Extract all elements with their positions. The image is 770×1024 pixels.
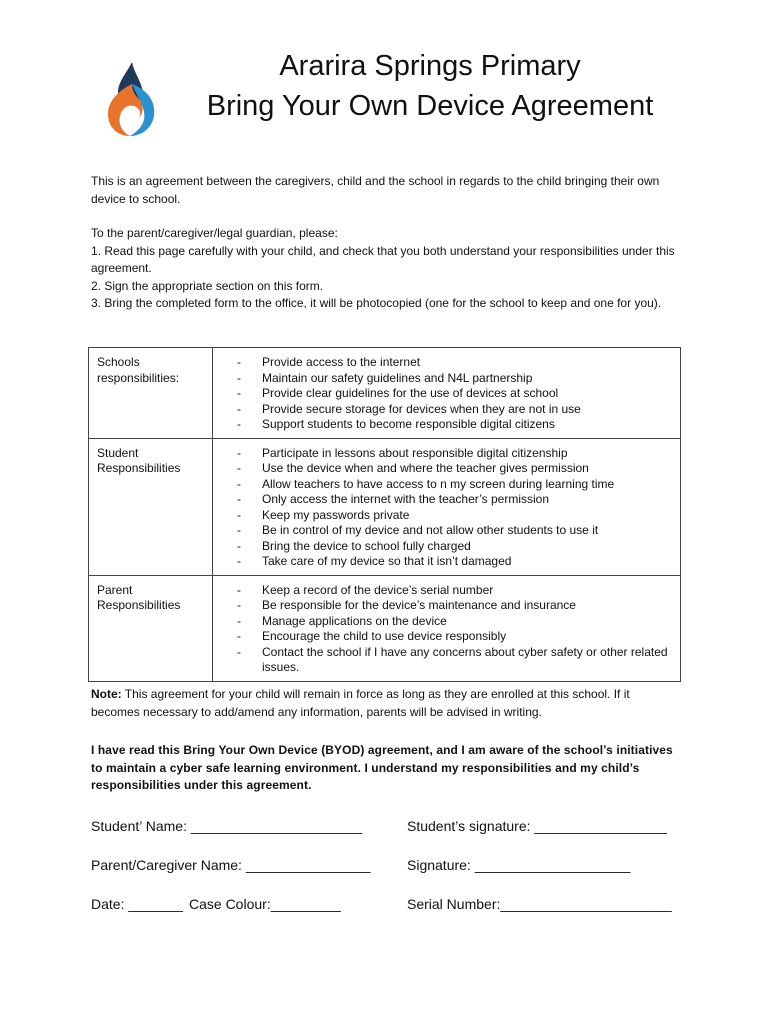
school-name: Ararira Springs Primary <box>279 50 581 82</box>
list-item: - Allow teachers to have access to n my screen during learning time <box>237 477 674 493</box>
note-paragraph <box>91 686 681 721</box>
intro-paragraph: This is an agreement between the caregivers, child and the school in regards to the child bringing their own device to school. <box>91 174 660 206</box>
list-item: - Provide secure storage for devices when they are not in use <box>237 402 674 418</box>
list-item: - Keep a record of the device’s serial number <box>237 583 674 599</box>
list-item: - Encourage the child to use device responsibly <box>237 629 674 645</box>
list-item: - Use the device when and where the teacher gives permission <box>237 461 674 477</box>
list-item: - Be responsible for the device’s maintenance and insurance <box>237 598 674 614</box>
table-row <box>89 575 681 681</box>
instructions-heading: To the parent/caregiver/legal guardian, please: <box>91 226 338 240</box>
note-text: This agreement for your child will remain in force as long as they are enrolled at this school. If it becomes necessary to add/amend any information, parents will be advised in writing. <box>91 687 630 719</box>
list-item: - Provide access to the internet <box>237 355 674 371</box>
case-colour-field[interactable]: Case Colour:_________ <box>189 896 341 912</box>
list-item: - Manage applications on the device <box>237 614 674 630</box>
list-item: - Provide clear guidelines for the use of devices at school <box>237 386 674 402</box>
student-signature-field[interactable]: Student’s signature: _________________ <box>407 818 667 834</box>
agreement-title: Bring Your Own Device Agreement <box>206 90 654 122</box>
parent-responsibilities-list <box>237 583 674 676</box>
instruction-step: 2. Sign the appropriate section on this form. <box>91 278 324 293</box>
instruction-step: 3. Bring the completed form to the office, it will be photocopied (one for the school to keep and one for you). <box>91 296 662 310</box>
date-field[interactable]: Date: _______ <box>91 896 183 912</box>
student-name-field[interactable]: Student’ Name: ______________________ <box>91 818 363 834</box>
list-item: - Only access the internet with the teacher’s permission <box>237 492 674 508</box>
list-item: - Be in control of my device and not allow other students to use it <box>237 523 674 539</box>
signature-field[interactable]: Signature: ____________________ <box>407 857 631 873</box>
list-item: - Take care of my device so that it isn’t damaged <box>237 554 674 570</box>
list-item: - Contact the school if I have any concerns about cyber safety or other related issues. <box>237 645 674 676</box>
instructions <box>91 225 681 313</box>
note-label: Note: <box>91 687 122 701</box>
row-label: Student Responsibilities <box>89 438 213 575</box>
list-item: - Participate in lessons about responsible digital citizenship <box>237 446 674 462</box>
row-label: Schools responsibilities: <box>89 348 213 439</box>
row-label: Parent Responsibilities <box>89 575 213 681</box>
instruction-step: 1. Read this page carefully with your child, and check that you both understand your responsibilities under this agreement. <box>91 243 675 275</box>
list-item: - Bring the device to school fully charged <box>237 539 674 555</box>
list-item: - Support students to become responsible digital citizens <box>237 417 674 433</box>
logo-center <box>125 106 139 120</box>
school-responsibilities-list <box>237 355 674 433</box>
table-row <box>89 438 681 575</box>
responsibilities-table <box>88 347 681 682</box>
serial-number-field[interactable]: Serial Number:______________________ <box>407 896 672 912</box>
list-item: - Keep my passwords private <box>237 508 674 524</box>
student-responsibilities-list <box>237 446 674 570</box>
agreement-statement: I have read this Bring Your Own Device (BYOD) agreement, and I am aware of the school’s initiatives to maintain a cyber safe learning environment. I understand my responsibilities and my child’s responsibilities under this agreement. <box>91 743 673 792</box>
list-item: - Maintain our safety guidelines and N4L partnership <box>237 371 674 387</box>
parent-name-field[interactable]: Parent/Caregiver Name: ________________ <box>91 857 371 873</box>
table-row <box>89 348 681 439</box>
school-logo <box>96 60 166 138</box>
